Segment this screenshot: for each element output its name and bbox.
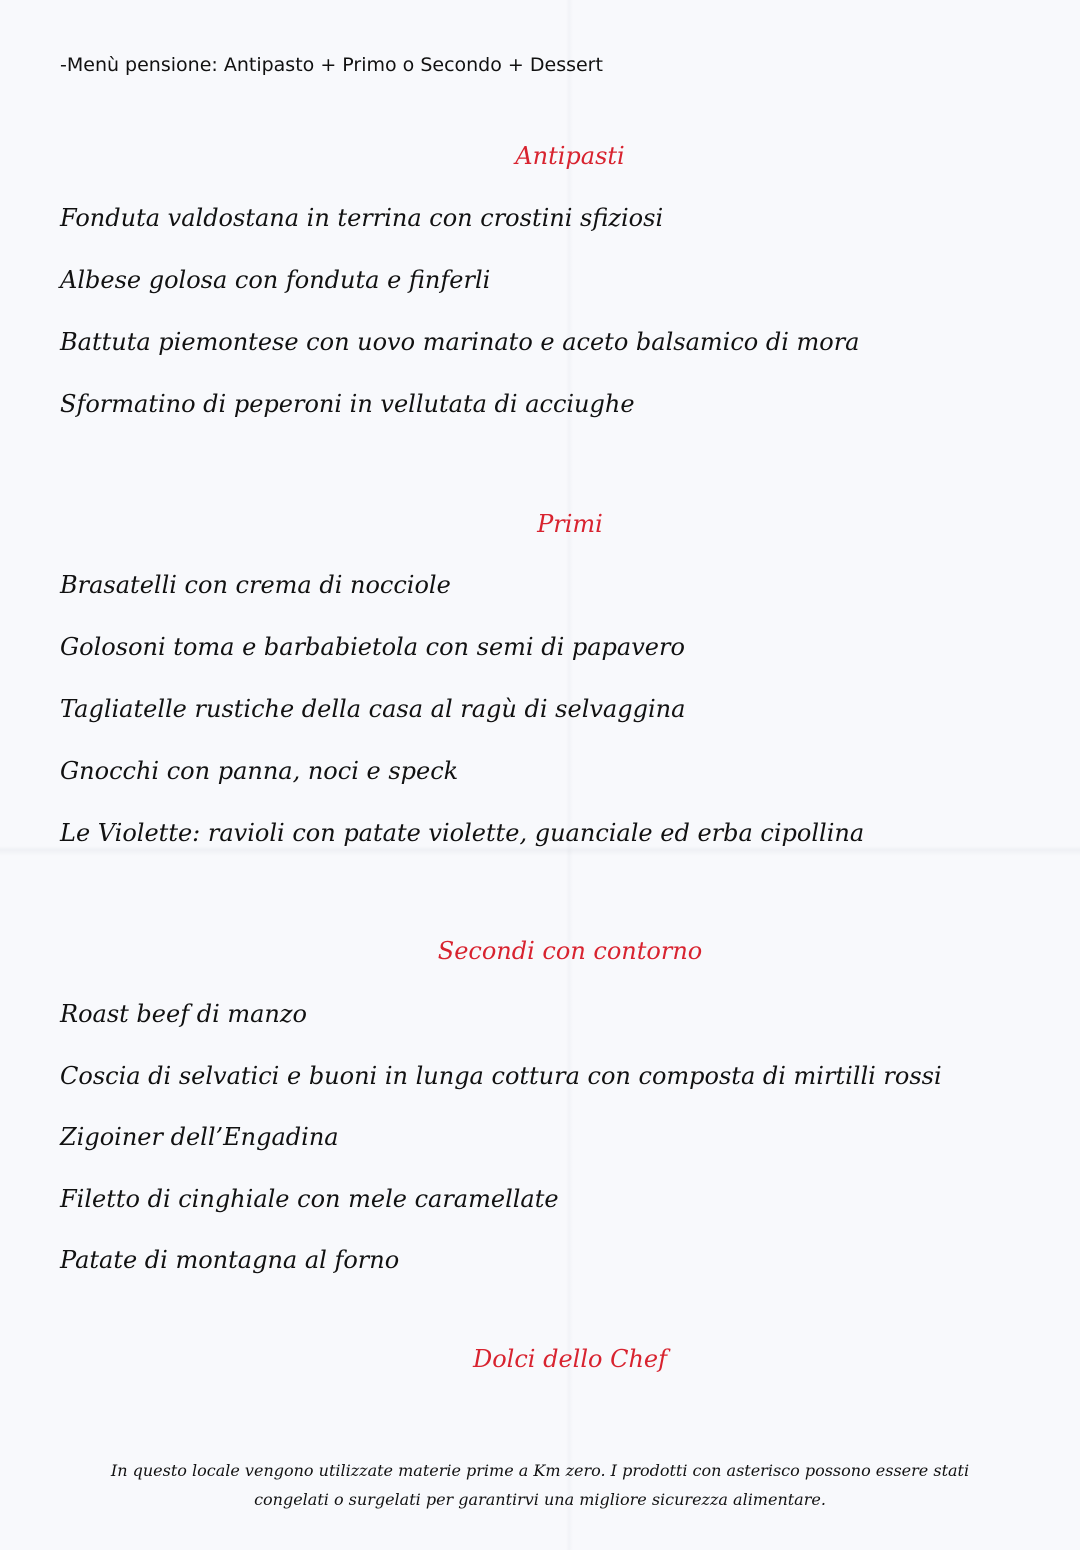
dish-item: Fonduta valdostana in terrina con crostini sfiziosi <box>60 204 664 232</box>
dish-item: Albese golosa con fonduta e finferli <box>60 266 491 294</box>
dish-item: Tagliatelle rustiche della casa al ragù di selvaggina <box>60 695 686 723</box>
dish-item: Golosoni toma e barbabietola con semi di papavero <box>60 633 685 661</box>
dish-item: Brasatelli con crema di nocciole <box>60 571 451 599</box>
dish-item: Battuta piemontese con uovo marinato e aceto balsamico di mora <box>60 328 860 356</box>
section-title-primi: Primi <box>537 510 603 538</box>
dish-item: Roast beef di manzo <box>60 1000 307 1028</box>
dish-item: Gnocchi con panna, noci e speck <box>60 757 459 785</box>
dish-item: Le Violette: ravioli con patate violette, guanciale ed erba cipollina <box>60 819 865 847</box>
menu-header: -Menù pensione: Antipasto + Primo o Secondo + Dessert <box>60 54 603 76</box>
section-title-dolci: Dolci dello Chef <box>472 1345 667 1373</box>
dish-item: Coscia di selvatici e buoni in lunga cottura con composta di mirtilli rossi <box>60 1062 942 1090</box>
section-title-antipasti: Antipasti <box>515 142 625 170</box>
dish-item: Zigoiner dell’Engadina <box>60 1123 339 1151</box>
section-title-secondi: Secondi con contorno <box>437 937 703 965</box>
dish-item: Filetto di cinghiale con mele caramellate <box>60 1185 559 1213</box>
footer-line-2: congelati o surgelati per garantirvi una migliore sicurezza alimentare. <box>254 1490 826 1509</box>
dish-item: Patate di montagna al forno <box>60 1246 400 1274</box>
dish-item: Sformatino di peperoni in vellutata di acciughe <box>60 390 635 418</box>
footer-note <box>40 1456 1040 1514</box>
footer-line-1: In questo locale vengono utilizzate materie prime a Km zero. I prodotti con asterisco possono essere stati <box>110 1461 970 1480</box>
